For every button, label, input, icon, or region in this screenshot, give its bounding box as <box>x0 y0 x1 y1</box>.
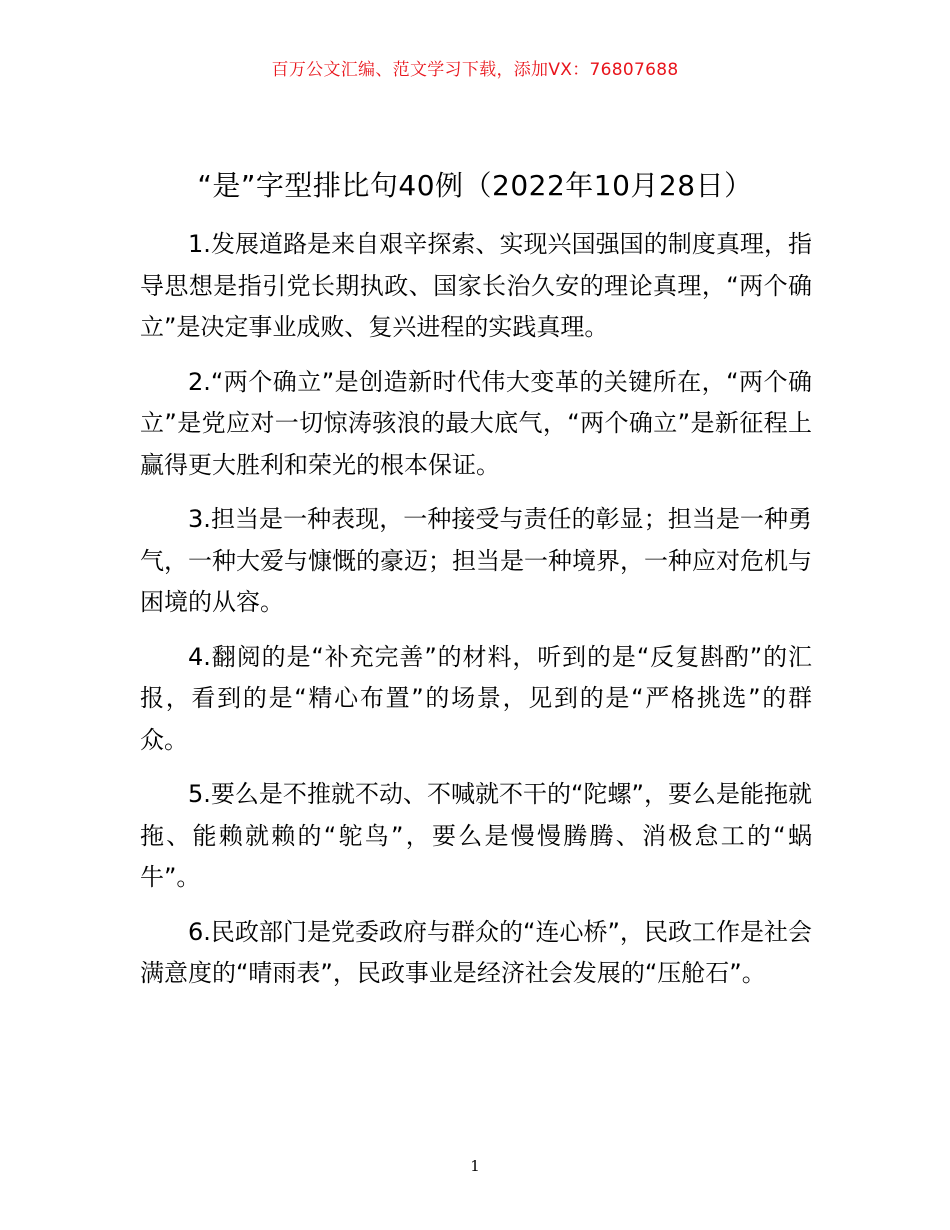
paragraph: 5.要么是不推就不动、不喊就不干的“陀螺”，要么是能拖就拖、能赖就赖的“鸵鸟”，要么是慢慢腾腾、消极怠工的“蜗牛”。 <box>140 780 812 891</box>
paragraph: 2.“两个确立”是创造新时代伟大变革的关键所在，“两个确立”是党应对一切惊涛骇浪的最大底气，“两个确立”是新征程上赢得更大胜利和荣光的根本保证。 <box>140 367 812 479</box>
paragraph: 1.发展道路是来自艰辛探索、实现兴国强国的制度真理，指导思想是指引党长期执政、国家长治久安的理论真理，“两个确立”是决定事业成败、复兴进程的实践真理。 <box>140 230 812 341</box>
paragraph: 3.担当是一种表现，一种接受与责任的彰显；担当是一种勇气，一种大爱与慷慨的豪迈；担当是一种境界，一种应对危机与困境的从容。 <box>140 505 812 616</box>
paragraph: 6.民政部门是党委政府与群众的“连心桥”，民政工作是社会满意度的“晴雨表”，民政事业是经济社会发展的“压舱石”。 <box>140 917 812 987</box>
document-title: “是”字型排比句40例（2022年10月28日） <box>197 169 753 202</box>
header-banner: 百万公文汇编、范文学习下载，添加VX：76807688 <box>271 60 679 80</box>
paragraph: 4.翻阅的是“补充完善”的材料，听到的是“反复斟酌”的汇报，看到的是“精心布置”的场景，见到的是“严格挑选”的群众。 <box>140 642 812 754</box>
document-body <box>140 224 812 1008</box>
page-number: 1 <box>470 1157 480 1175</box>
